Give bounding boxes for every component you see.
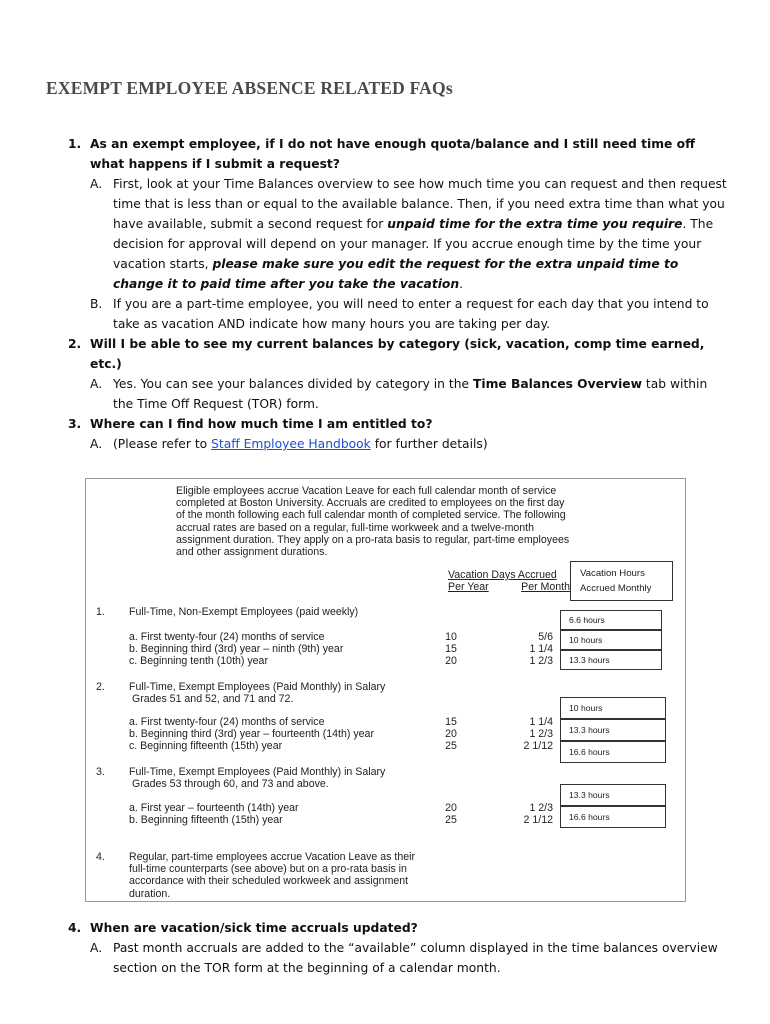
hours-cell: 10 hours <box>560 630 662 650</box>
section-number: 1. <box>96 606 105 618</box>
days-accrued-header <box>448 569 570 593</box>
emphasis-text: unpaid time for the extra time you require <box>387 217 683 231</box>
per-year-value: 15 <box>445 643 457 655</box>
table-row-label: c. Beginning tenth (10th) year <box>129 655 268 667</box>
hours-accrued-header <box>570 561 673 601</box>
answer-label: A. <box>90 437 103 451</box>
days-accrued-label: Vacation Days Accrued <box>448 569 557 581</box>
section-heading: Full-Time, Exempt Employees (Paid Monthly) in Salary <box>129 681 386 693</box>
question-number: 2. <box>68 337 82 351</box>
per-month-value: 1 1/4 <box>529 716 553 728</box>
page-title: EXEMPT EMPLOYEE ABSENCE RELATED FAQs <box>46 78 453 98</box>
table-intro: Eligible employees accrue Vacation Leave for each full calendar month of service completed at Boston University. Accruals are credited to employees on the first day of the month following each full calendar month of completed service. The following accrual rates are based on a regular, full-time workweek and a twelve-month assignment duration. They apply on a pro-rata basis to regular, part-time employees and other assignment durations. <box>176 485 570 559</box>
table-row-label: b. Beginning third (3rd) year – fourteenth (14th) year <box>129 728 374 740</box>
per-month-value: 1 2/3 <box>529 655 553 667</box>
handbook-link[interactable]: Staff Employee Handbook <box>211 437 371 451</box>
question-number: 3. <box>68 417 82 431</box>
hours-header-line1: Vacation Hours <box>580 568 645 579</box>
question-number: 4. <box>68 921 82 935</box>
hours-cell: 13.3 hours <box>560 719 666 741</box>
section-number: 2. <box>96 681 105 693</box>
per-month-value: 1 2/3 <box>529 728 553 740</box>
per-month-value: 2 1/12 <box>523 814 553 826</box>
per-year-value: 20 <box>445 655 457 667</box>
hours-header-line2: Accrued Monthly <box>580 583 652 594</box>
section-heading: Full-Time, Non-Exempt Employees (paid weekly) <box>129 606 359 618</box>
section-text: Regular, part-time employees accrue Vacation Leave as their full-time counterparts (see above) but on a pro-rata basis in accordance with their scheduled workweek and assignment duration. <box>129 851 415 900</box>
faq-item-4 <box>68 918 728 978</box>
hours-cell: 10 hours <box>560 697 666 719</box>
answer-text: Past month accruals are added to the “available” column displayed in the time balances overview section on the TOR form at the beginning of a calendar month. <box>113 941 718 975</box>
section-number: 4. <box>96 851 105 863</box>
section-number: 3. <box>96 766 105 778</box>
hours-cell: 13.3 hours <box>560 784 666 806</box>
per-year-header: Per Year <box>448 581 489 594</box>
per-month-header: Per Month <box>521 581 570 594</box>
hours-cell: 16.6 hours <box>560 806 666 828</box>
per-year-value: 20 <box>445 728 457 740</box>
per-month-value: 1 1/4 <box>529 643 553 655</box>
table-row-label: b. Beginning third (3rd) year – ninth (9th) year <box>129 643 344 655</box>
accrual-table-figure <box>85 478 686 902</box>
answer-text: (Please refer to Staff Employee Handbook for further details) <box>113 437 488 451</box>
question-text: When are vacation/sick time accruals updated? <box>90 921 418 935</box>
hours-cell: 16.6 hours <box>560 741 666 763</box>
table-row-label: b. Beginning fifteenth (15th) year <box>129 814 283 826</box>
emphasis-text: please make sure you edit the request for the extra unpaid time to change it to paid time after you take the vacation <box>113 257 679 291</box>
per-year-value: 15 <box>445 716 457 728</box>
table-row-label: a. First year – fourteenth (14th) year <box>129 802 299 814</box>
answer-label: A. <box>90 941 103 955</box>
table-row-label: a. First twenty-four (24) months of service <box>129 631 325 643</box>
hours-cell: 6.6 hours <box>560 610 662 630</box>
per-year-value: 10 <box>445 631 457 643</box>
table-row-label: c. Beginning fifteenth (15th) year <box>129 740 283 752</box>
bold-text: Time Balances Overview <box>472 377 642 391</box>
section-heading: Grades 51 and 52, and 71 and 72. <box>132 693 294 705</box>
section-heading: Full-Time, Exempt Employees (Paid Monthly) in Salary <box>129 766 386 778</box>
table-row-label: a. First twenty-four (24) months of service <box>129 716 325 728</box>
question-text: Will I be able to see my current balances by category (sick, vacation, comp time earned, etc.) <box>90 337 705 371</box>
faq-item-2 <box>68 334 728 414</box>
answer-label: A. <box>90 377 103 391</box>
faq-item-3 <box>68 414 728 454</box>
per-year-value: 20 <box>445 802 457 814</box>
question-number: 1. <box>68 137 82 151</box>
faq-item-1 <box>68 134 728 334</box>
question-text: As an exempt employee, if I do not have enough quota/balance and I still need time off what happens if I submit a request? <box>90 137 696 171</box>
per-month-value: 5/6 <box>538 631 553 643</box>
question-text: Where can I find how much time I am entitled to? <box>90 417 433 431</box>
answer-label: A. <box>90 177 103 191</box>
answer-label: B. <box>90 297 103 311</box>
per-month-value: 1 2/3 <box>529 802 553 814</box>
answer-text: If you are a part-time employee, you will need to enter a request for each day that you intend to take as vacation AND indicate how many hours you are taking per day. <box>113 297 709 331</box>
answer-text: First, look at your Time Balances overview to see how much time you can request and then request time that is less than or equal to the available balance. Then, if you need extra time than what you have available, submit a second request for unpaid time for the extra time you require. The decision for approval will depend on your manager. If you accrue enough time by the time your vacation starts, please make sure you edit the request for the extra unpaid time to change it to paid time after you take the vacation. <box>113 177 727 291</box>
per-year-value: 25 <box>445 740 457 752</box>
per-year-value: 25 <box>445 814 457 826</box>
per-month-value: 2 1/12 <box>523 740 553 752</box>
hours-cell: 13.3 hours <box>560 650 662 670</box>
answer-text: Yes. You can see your balances divided by category in the Time Balances Overview tab within the Time Off Request (TOR) form. <box>113 377 708 411</box>
section-heading: Grades 53 through 60, and 73 and above. <box>132 778 329 790</box>
